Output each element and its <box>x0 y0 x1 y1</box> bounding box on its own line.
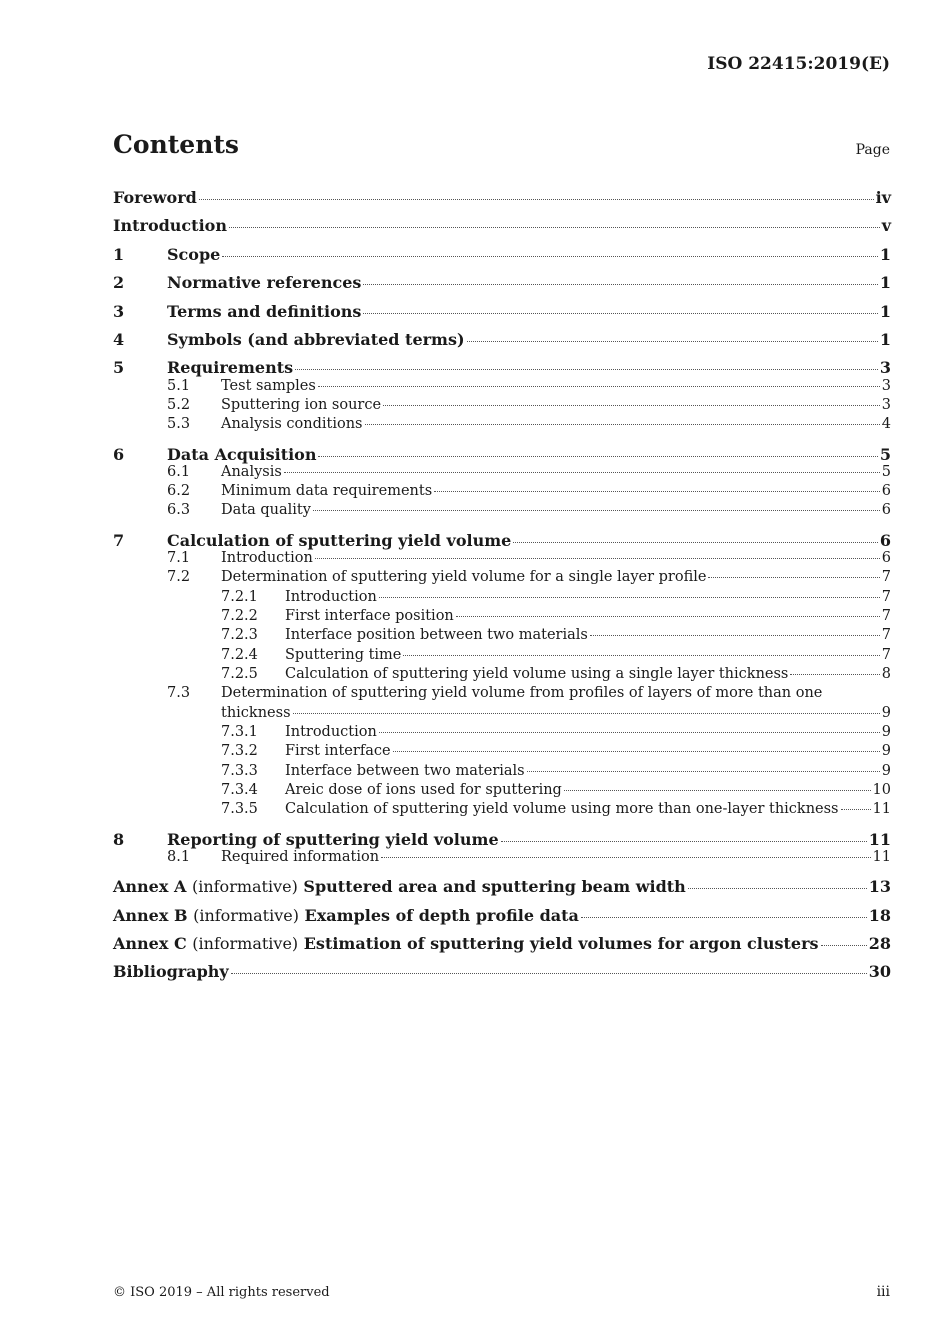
dot-leader <box>318 456 877 457</box>
toc-entry[interactable] <box>113 934 891 953</box>
toc-entry[interactable] <box>113 763 891 779</box>
toc-entry[interactable] <box>113 416 891 432</box>
toc-entry-page: 1 <box>879 330 891 349</box>
toc-entry-page: 18 <box>868 906 891 925</box>
dot-leader <box>318 386 880 387</box>
toc-entry[interactable] <box>113 666 891 682</box>
toc-entry-title: Introduction <box>113 216 227 235</box>
toc-entry[interactable] <box>113 464 891 480</box>
toc-entry-title: Calculation of sputtering yield volume <box>167 531 512 550</box>
toc-entry-number: 7.2.3 <box>221 627 258 643</box>
dot-leader <box>363 284 877 285</box>
dot-leader <box>383 405 880 406</box>
dot-leader <box>581 917 867 918</box>
toc-entry-page: 11 <box>872 849 891 865</box>
toc-entry-title: Introduction <box>221 550 313 566</box>
toc-entry-page: 1 <box>879 302 891 321</box>
toc-entry-number: 1 <box>113 245 125 264</box>
toc-entry-title: Determination of sputtering yield volume for a single layer profile <box>221 569 707 585</box>
toc-entry-number: 3 <box>113 302 125 321</box>
toc-entry[interactable] <box>113 647 891 663</box>
toc-entry-page: 9 <box>881 705 891 721</box>
dot-leader <box>501 841 867 842</box>
document-id: ISO 22415:2019(E) <box>707 54 890 74</box>
toc-entry-title: Analysis <box>221 464 282 480</box>
toc-entry-page: 28 <box>868 934 891 953</box>
toc-entry-title: Estimation of sputtering yield volumes for argon clusters <box>303 934 819 953</box>
toc-entry[interactable] <box>113 877 891 896</box>
toc-entry-title: First interface position <box>285 608 454 624</box>
dot-leader <box>403 655 879 656</box>
toc-entry-number: 7.2.5 <box>221 666 258 682</box>
toc-entry-number: 5.2 <box>167 397 191 413</box>
toc-entry-number: 6.1 <box>167 464 191 480</box>
toc-entry[interactable] <box>113 302 891 321</box>
toc-entry-number: 7.3.5 <box>221 801 258 817</box>
page-number: iii <box>876 1284 890 1300</box>
toc-entry-page: 6 <box>879 531 891 550</box>
dot-leader <box>231 973 867 974</box>
toc-entry-page: 7 <box>881 647 891 663</box>
toc-entry[interactable] <box>113 397 891 413</box>
toc-entry-number: 5.1 <box>167 378 191 394</box>
toc-entry-number: 2 <box>113 273 125 292</box>
toc-entry-title: Test samples <box>221 378 316 394</box>
dot-leader <box>688 888 867 889</box>
toc-entry[interactable] <box>113 188 891 207</box>
toc-entry-page: 10 <box>872 782 891 798</box>
toc-entry-page: 11 <box>872 801 891 817</box>
toc-entry-number: 7.2.4 <box>221 647 258 663</box>
toc-entry[interactable] <box>113 849 891 865</box>
toc-entry-title: Data Acquisition <box>167 445 317 464</box>
toc-entry[interactable] <box>113 685 891 701</box>
toc-entry-number: 5 <box>113 358 125 377</box>
toc-entry-page: 6 <box>881 550 891 566</box>
toc-entry[interactable] <box>113 906 891 925</box>
toc-entry-page: 9 <box>881 724 891 740</box>
toc-entry[interactable] <box>113 743 891 759</box>
toc-entry[interactable] <box>113 782 891 798</box>
toc-entry[interactable] <box>113 483 891 499</box>
annex-label: Annex B <box>113 906 188 925</box>
toc-entry-page: 3 <box>881 378 891 394</box>
toc-entry-number: 8.1 <box>167 849 191 865</box>
toc-entry-title: Interface position between two materials <box>285 627 588 643</box>
toc-entry[interactable] <box>113 216 891 235</box>
toc-entry-number: 7.2.2 <box>221 608 258 624</box>
toc-entry[interactable] <box>113 962 891 981</box>
toc-entry-title: Calculation of sputtering yield volume using a single layer thickness <box>285 666 789 682</box>
toc-entry-page: 7 <box>881 608 891 624</box>
dot-leader <box>295 369 878 370</box>
toc-entry-page: 6 <box>881 502 891 518</box>
toc-entry-title: Introduction <box>285 589 377 605</box>
dot-leader <box>821 945 867 946</box>
toc-entry-title: Areic dose of ions used for sputtering <box>285 782 562 798</box>
toc-entry-page: 1 <box>879 245 891 264</box>
toc-entry-page: 3 <box>879 358 891 377</box>
toc-entry-number: 7 <box>113 531 125 550</box>
toc-entry-number: 7.2 <box>167 569 191 585</box>
toc-entry-number: 7.1 <box>167 550 191 566</box>
toc-entry-title: Scope <box>167 245 221 264</box>
toc-entry-number: 7.3 <box>167 685 191 701</box>
toc-entry-number: 7.3.1 <box>221 724 258 740</box>
toc-entry-page: 9 <box>881 743 891 759</box>
toc-entry[interactable] <box>113 378 891 394</box>
dot-leader <box>527 771 880 772</box>
toc-entry[interactable] <box>113 830 891 849</box>
toc-entry-number: 7.3.4 <box>221 782 258 798</box>
dot-leader <box>199 199 874 200</box>
dot-leader <box>379 597 880 598</box>
toc-entry-title: Calculation of sputtering yield volume using more than one-layer thickness <box>285 801 839 817</box>
toc-entry-title: Determination of sputtering yield volume from profiles of layers of more than one <box>221 685 823 701</box>
toc-entry-page: 7 <box>881 627 891 643</box>
toc-entry[interactable] <box>113 569 891 585</box>
annex-note: (informative) <box>193 906 299 925</box>
dot-leader <box>841 809 871 810</box>
dot-leader <box>590 635 880 636</box>
toc-entry-title: Normative references <box>167 273 362 292</box>
copyright-notice: © ISO 2019 – All rights reserved <box>113 1285 330 1300</box>
toc-entry[interactable] <box>113 502 891 518</box>
dot-leader <box>229 227 880 228</box>
dot-leader <box>434 491 880 492</box>
toc-entry-title: Required information <box>221 849 380 865</box>
toc-entry-number: 7.3.3 <box>221 763 258 779</box>
dot-leader <box>284 472 880 473</box>
toc-entry-page: 1 <box>879 273 891 292</box>
toc-entry-page: 3 <box>881 397 891 413</box>
annex-note: (informative) <box>191 877 298 896</box>
toc-entry-title: Requirements <box>167 358 294 377</box>
dot-leader <box>379 732 880 733</box>
dot-leader <box>564 790 871 791</box>
toc-entry-page: 8 <box>881 666 891 682</box>
toc-entry[interactable] <box>113 273 891 292</box>
toc-entry[interactable] <box>113 330 891 349</box>
toc-entry-page: 13 <box>868 877 891 896</box>
annex-label: Annex C <box>113 934 187 953</box>
dot-leader <box>456 616 880 617</box>
toc-entry-page: 7 <box>881 569 891 585</box>
dot-leader <box>293 713 880 714</box>
toc-entry-title: Data quality <box>221 502 311 518</box>
toc-entry-number: 5.3 <box>167 416 191 432</box>
toc-entry-page: 5 <box>879 445 891 464</box>
toc-entry[interactable] <box>113 550 891 566</box>
dot-leader <box>313 510 880 511</box>
toc-entry-title: Minimum data requirements <box>221 483 433 499</box>
toc-entry-page: 6 <box>881 483 891 499</box>
toc-entry-page: 4 <box>881 416 891 432</box>
dot-leader <box>708 577 879 578</box>
dot-leader <box>513 542 878 543</box>
dot-leader <box>315 558 880 559</box>
toc-entry[interactable] <box>113 705 891 721</box>
toc-entry-page: 5 <box>881 464 891 480</box>
toc-entry-number: 4 <box>113 330 125 349</box>
toc-entry[interactable] <box>113 589 891 605</box>
toc-entry[interactable] <box>113 627 891 643</box>
toc-entry-number: 7.3.2 <box>221 743 258 759</box>
toc-entry-title: Symbols (and abbreviated terms) <box>167 330 465 349</box>
toc-entry-title: thickness <box>221 705 291 721</box>
toc-entry[interactable] <box>113 445 891 464</box>
toc-entry[interactable] <box>113 531 891 550</box>
toc-entry[interactable] <box>113 608 891 624</box>
toc-entry-number: 7.2.1 <box>221 589 258 605</box>
toc-entry-title: First interface <box>285 743 391 759</box>
toc-entry-number: 6 <box>113 445 125 464</box>
dot-leader <box>790 674 879 675</box>
dot-leader <box>467 341 878 342</box>
toc-entry-number: 6.2 <box>167 483 191 499</box>
toc-entry-title: Sputtered area and sputtering beam width <box>303 877 686 896</box>
toc-entry-title: Introduction <box>285 724 377 740</box>
toc-entry-title: Reporting of sputtering yield volume <box>167 830 499 849</box>
toc-entry-title: Examples of depth profile data <box>304 906 579 925</box>
toc-entry-title: Analysis conditions <box>221 416 363 432</box>
toc-entry-page: 9 <box>881 763 891 779</box>
page-column-label: Page <box>855 142 890 158</box>
toc-entry-page: iv <box>875 188 891 207</box>
toc-entry-title: Interface between two materials <box>285 763 525 779</box>
dot-leader <box>363 313 877 314</box>
annex-note: (informative) <box>192 934 299 953</box>
toc-entry-page: 7 <box>881 589 891 605</box>
dot-leader <box>381 857 870 858</box>
toc-entry-page: v <box>881 216 891 235</box>
toc-entry[interactable] <box>113 245 891 264</box>
toc-entry-title: Sputtering ion source <box>221 397 382 413</box>
toc-entry-title: Terms and definitions <box>167 302 362 321</box>
toc-entry-title: Bibliography <box>113 962 229 981</box>
toc-entry-number: 8 <box>113 830 125 849</box>
dot-leader <box>222 256 878 257</box>
toc-entry-title: Sputtering time <box>285 647 402 663</box>
page-title: Contents <box>113 130 240 159</box>
toc-entry-page: 30 <box>868 962 891 981</box>
dot-leader <box>393 751 880 752</box>
toc-entry-number: 6.3 <box>167 502 191 518</box>
toc-entry[interactable] <box>113 724 891 740</box>
toc-entry-page: 11 <box>868 830 891 849</box>
toc-entry-title: Foreword <box>113 188 197 207</box>
annex-label: Annex A <box>113 877 187 896</box>
toc-entry[interactable] <box>113 358 891 377</box>
toc-entry[interactable] <box>113 801 891 817</box>
dot-leader <box>365 424 880 425</box>
